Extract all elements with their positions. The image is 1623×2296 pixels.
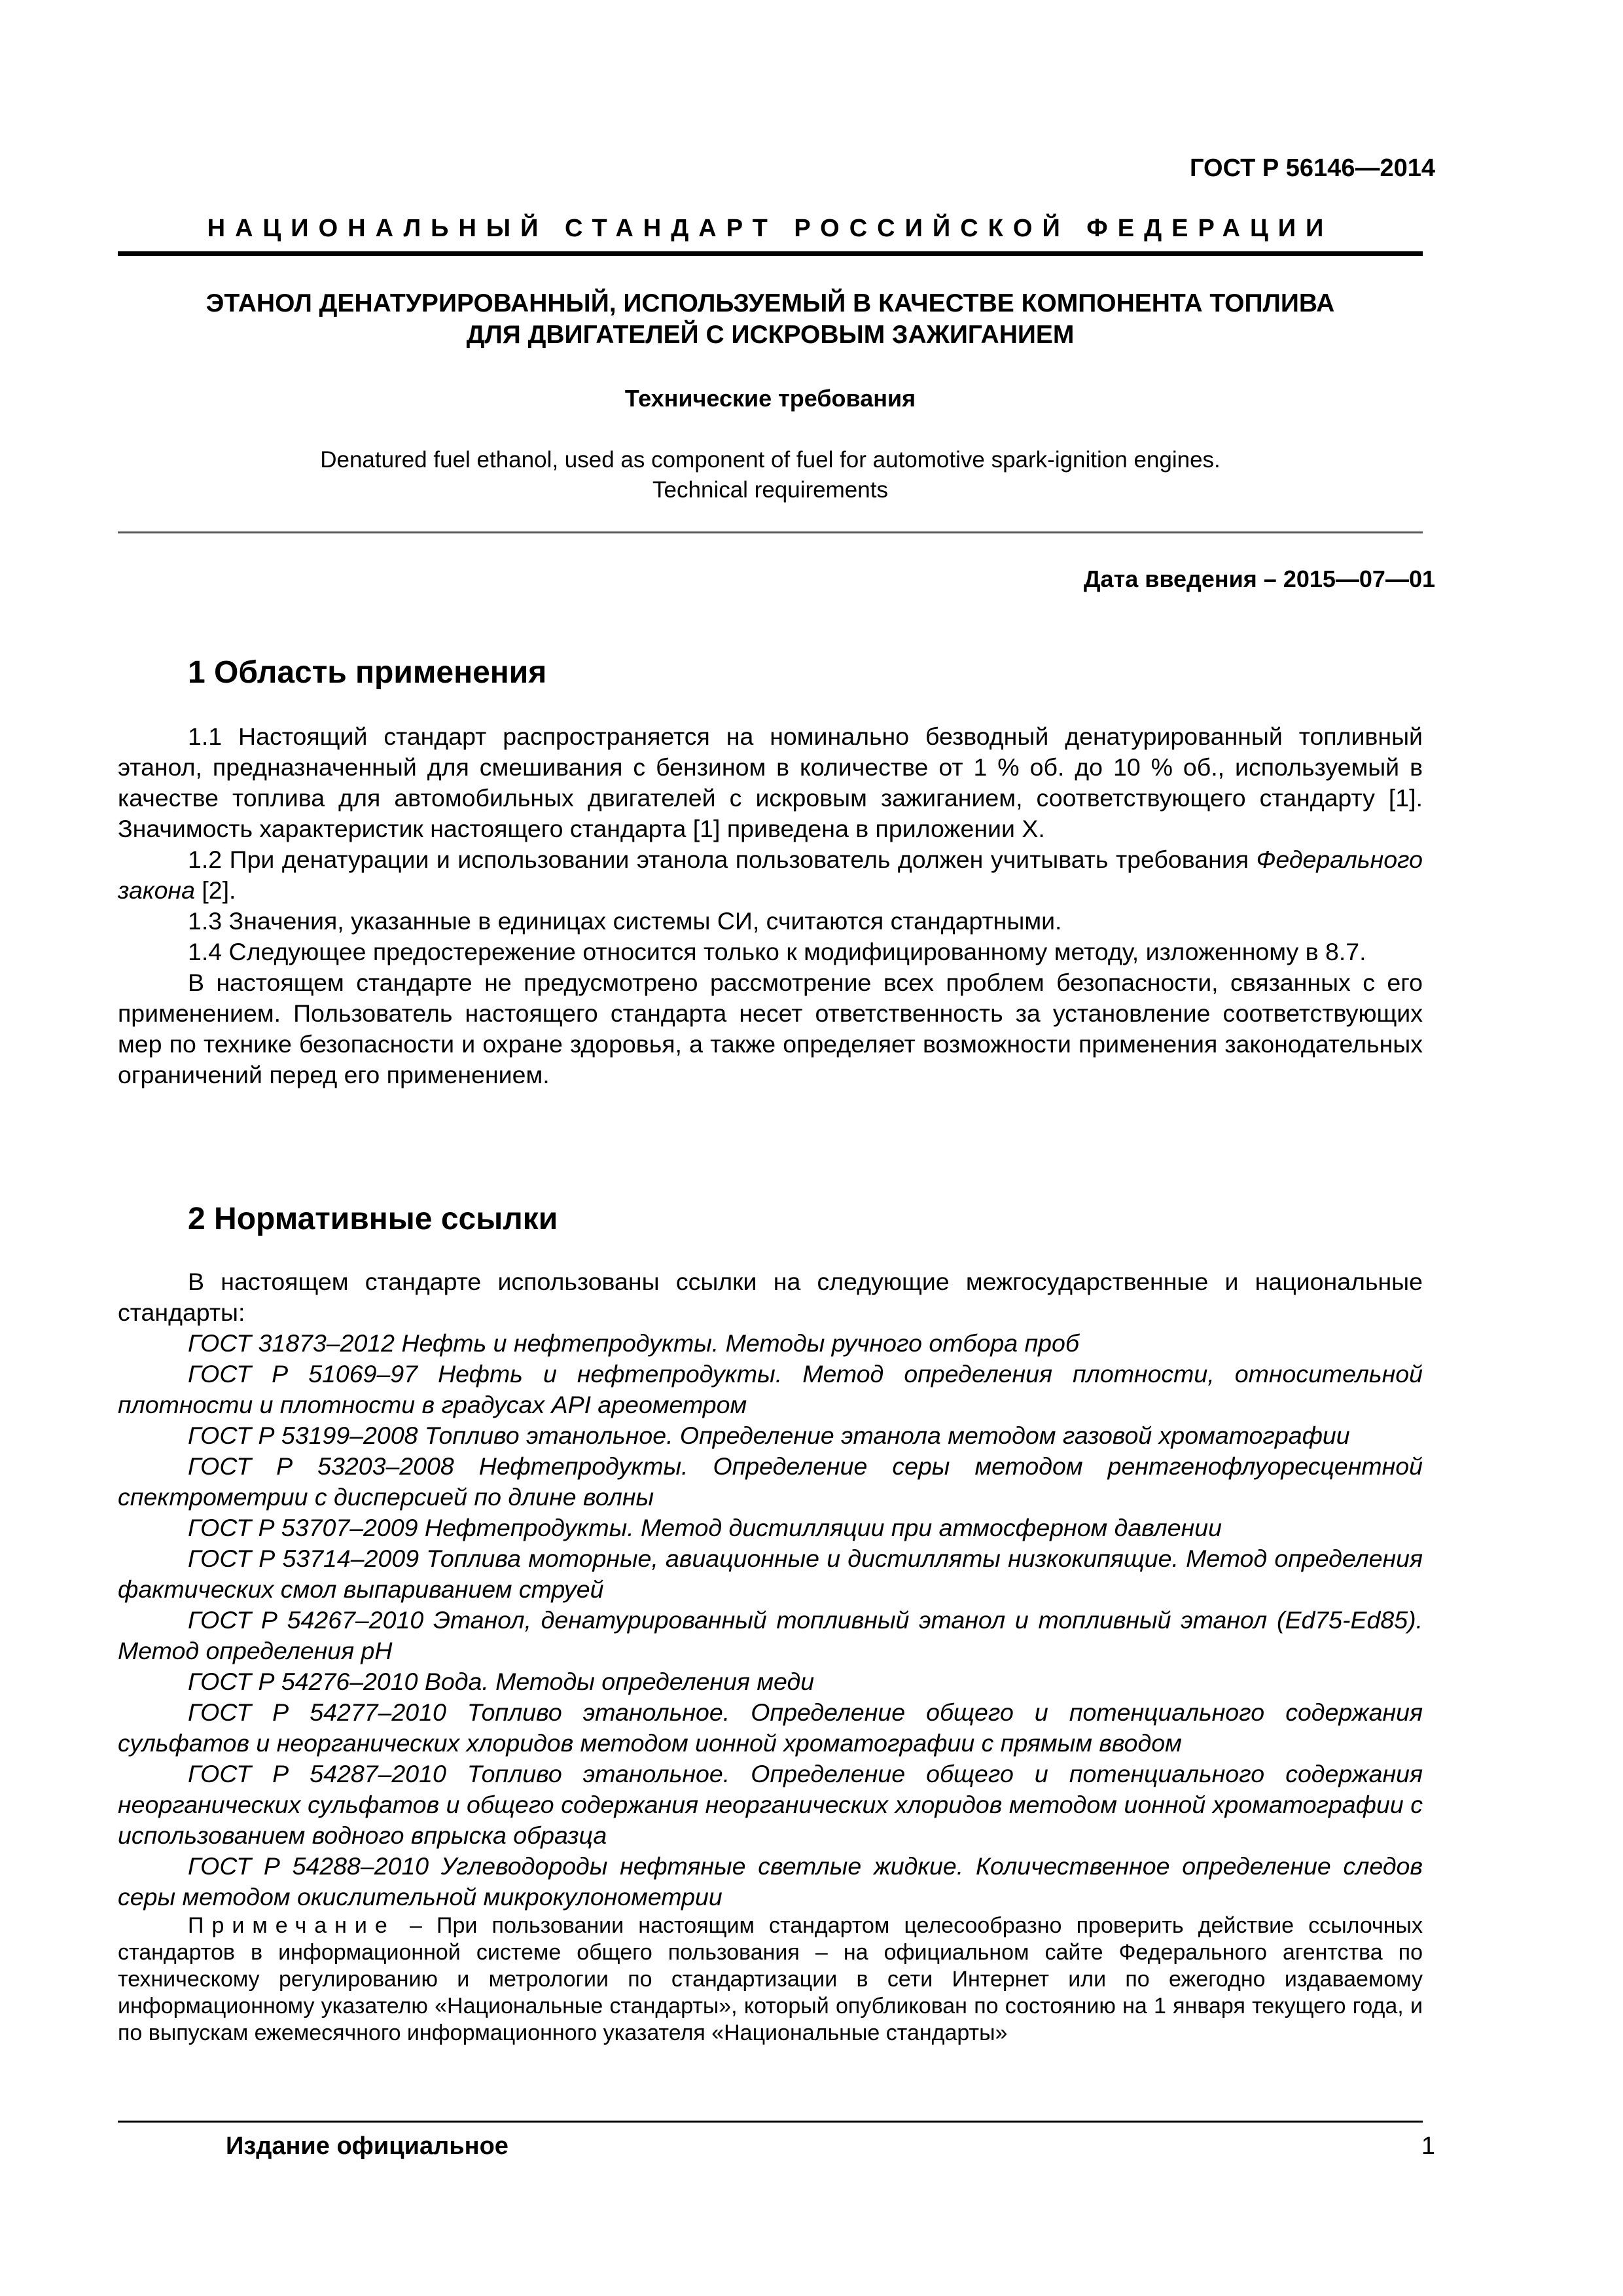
page-number: 1 — [1421, 2132, 1435, 2160]
reference-item: ГОСТ Р 53707–2009 Нефтепродукты. Метод дистилляции при атмосферном давлении — [188, 1514, 1222, 1541]
section-1-body — [118, 721, 1423, 1090]
title-divider — [118, 531, 1423, 533]
english-title — [118, 445, 1423, 505]
official-edition-label: Издание официальное — [226, 2132, 508, 2160]
reference-item: ГОСТ Р 51069–97 Нефть и нефтепродукты. Метод определения плотности, относительной плотности и плотности в градусах API ареометром — [118, 1360, 1423, 1418]
paragraph-1-2 — [118, 844, 1423, 906]
reference-item: ГОСТ 31873–2012 Нефть и нефтепродукты. Методы ручного отбора проб — [188, 1329, 1079, 1357]
reference-item: ГОСТ Р 54288–2010 Углеводороды нефтяные светлые жидкие. Количественное определение следов серы методом окислительной микрокулонометрии — [118, 1852, 1423, 1910]
paragraph-1-1: 1.1 Настоящий стандарт распространяется на номинально безводный денатурированный топливный этанол, предназначенный для смешивания с бензином в количестве от 1 % об. до 10 % об., используемый в качестве топлива для автомобильных двигателей с искровым зажиганием, соответствующего стандарту [1]. Значимость характеристик настоящего стандарта [1] приведена в приложении Х. — [118, 723, 1423, 842]
reference-item: ГОСТ Р 53203–2008 Нефтепродукты. Определение серы методом рентгенофлуоресцентной спектрометрии с дисперсией по длине волны — [118, 1452, 1423, 1511]
reference-item: ГОСТ Р 54267–2010 Этанол, денатурированный топливный этанол и топливный этанол (Ed75-Ed85). Метод определения pH — [118, 1606, 1423, 1664]
document-subtitle: Технические требования — [624, 385, 916, 412]
title-line-2: ДЛЯ ДВИГАТЕЛЕЙ С ИСКРОВЫМ ЗАЖИГАНИЕМ — [466, 321, 1075, 349]
note-label: Примечание — [188, 1913, 395, 1938]
paragraph-1-3: 1.3 Значения, указанные в единицах системы СИ, считаются стандартными. — [188, 907, 1062, 935]
standard-type-banner: НАЦИОНАЛЬНЫЙ СТАНДАРТ РОССИЙСКОЙ ФЕДЕРАЦИИ — [207, 215, 1334, 242]
document-title — [118, 288, 1423, 351]
paragraph-1-4: 1.4 Следующее предостережение относится только к модифицированному методу, изложенному в 8.7. — [188, 938, 1366, 965]
paragraph-1-2-text: 1.2 При денатурации и использовании этанола пользователь должен учитывать требования — [188, 846, 1257, 873]
title-line-1: ЭТАНОЛ ДЕНАТУРИРОВАННЫЙ, ИСПОЛЬЗУЕМЫЙ В КАЧЕСТВЕ КОМПОНЕНТА ТОПЛИВА — [205, 289, 1335, 317]
note-text: – При пользовании настоящим стандартом целесообразно проверить действие ссылочных стандартов в информационной системе общего пользования – на официальном сайте Федерального агентства по техническому регулированию и метрологии по стандартизации в сети Интернет или по ежегодно издаваемому информационному указателю «Национальные стандарты», который опубликован по состоянию на 1 января текущего года, и по выпускам ежемесячного информационного указателя «Национальные стандарты» — [118, 1913, 1423, 2045]
introduction-date: Дата введения – 2015—07—01 — [1083, 565, 1435, 592]
references-intro: В настоящем стандарте использованы ссылки на следующие межгосударственные и национальные стандарты: — [118, 1268, 1423, 1326]
section-1-heading: 1 Область применения — [188, 655, 547, 690]
english-title-line-2: Technical requirements — [652, 477, 888, 503]
reference-item: ГОСТ Р 54287–2010 Топливо этанольное. Определение общего и потенциального содержания неорганических сульфатов и общего содержания неорганических хлоридов методом ионной хроматографии с использованием водного впрыска образца — [118, 1760, 1423, 1849]
paragraph-1-2-end: [2]. — [194, 876, 236, 904]
reference-item: ГОСТ Р 54276–2010 Вода. Методы определения меди — [188, 1668, 815, 1695]
footer-divider — [118, 2121, 1423, 2123]
federal-law-reference: Федерального закона — [118, 846, 1423, 904]
reference-item: ГОСТ Р 53714–2009 Топлива моторные, авиационные и дистилляты низкокипящие. Метод определения фактических смол выпариванием струей — [118, 1545, 1423, 1603]
note — [118, 1912, 1423, 2047]
english-title-line-1: Denatured fuel ethanol, used as component of fuel for automotive spark-ignition engines. — [320, 447, 1221, 473]
reference-item: ГОСТ Р 53199–2008 Топливо этанольное. Определение этанола методом газовой хроматографии — [188, 1422, 1350, 1449]
section-2-body — [118, 1266, 1423, 2047]
reference-item: ГОСТ Р 54277–2010 Топливо этанольное. Определение общего и потенциального содержания сульфатов и неорганических хлоридов методом ионной хроматографии с прямым вводом — [118, 1698, 1423, 1757]
header-divider — [118, 251, 1423, 256]
document-number: ГОСТ Р 56146—2014 — [1190, 154, 1435, 182]
paragraph-1-4-warning: В настоящем стандарте не предусмотрено рассмотрение всех проблем безопасности, связанных с его применением. Пользователь настоящего стандарта несет ответственность за установление соответствующих мер по технике безопасности и охране здоровья, а также определяет возможности применения законодательных ограничений перед его применением. — [118, 969, 1423, 1088]
section-2-heading: 2 Нормативные ссылки — [188, 1202, 558, 1236]
